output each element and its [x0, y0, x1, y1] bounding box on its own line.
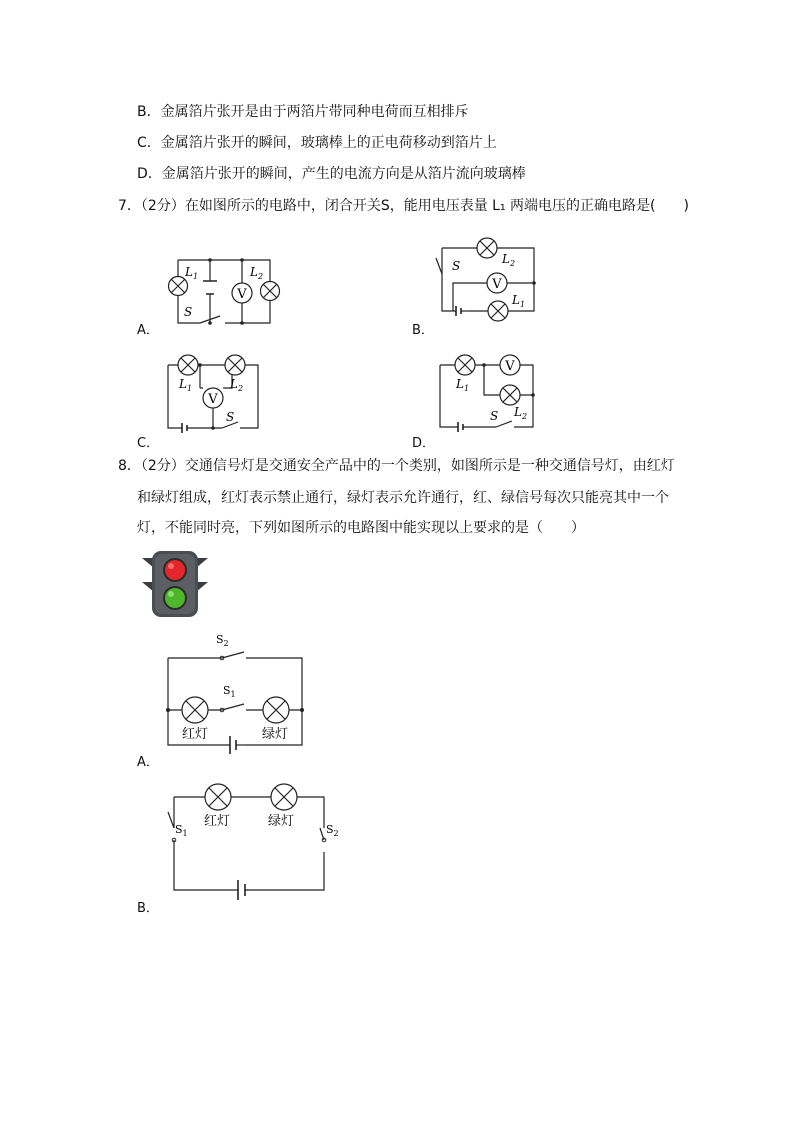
- svg-text:V: V: [208, 392, 218, 407]
- q7-circuit-a: [160, 248, 300, 348]
- q7-option-b-label: B．: [412, 323, 434, 338]
- svg-text:S: S: [226, 410, 235, 424]
- q6-option-c: C．金属箔片张开的瞬间，玻璃棒上的正电荷移动到箔片上: [137, 135, 497, 151]
- svg-text:S1: $S_1$: [175, 823, 188, 838]
- svg-text:L2: $L_2$: [514, 405, 528, 421]
- svg-text:L1: $L_1$: [512, 293, 526, 309]
- svg-text:S: S: [490, 409, 499, 423]
- q7-option-d-label: D．: [412, 436, 436, 451]
- q7-circuit-b: [430, 236, 570, 326]
- q7-circuit-d: [430, 350, 570, 440]
- red-light-label: 红灯: [182, 727, 209, 742]
- q7-stem: 7．（2分）在如图所示的电路中，闭合开关S，能用电压表量 L₁ 两端电压的正确电路是( ): [118, 198, 689, 214]
- q8-stem-line3: 灯，不能同时亮，下列如图所示的电路图中能实现以上要求的是（ ）: [137, 520, 585, 536]
- svg-text:S2: $S_2$: [216, 633, 229, 648]
- svg-text:L1: $L_1$: [179, 377, 193, 393]
- q7-option-a-label: A．: [137, 323, 159, 338]
- svg-text:红灯: 红灯: [204, 814, 231, 829]
- q8-stem-line1: 8．（2分）交通信号灯是交通安全产品中的一个类别，如图所示是一种交通信号灯，由红灯: [118, 458, 675, 474]
- svg-text:V: V: [505, 359, 515, 374]
- svg-text:S1: $S_1$: [223, 684, 236, 699]
- svg-text:S2: $S_2$: [326, 823, 339, 838]
- svg-text:L1: $L_1$: [456, 377, 470, 393]
- svg-text:绿灯: 绿灯: [268, 814, 295, 829]
- svg-text:L2: $L_2$: [502, 252, 516, 268]
- svg-text:L2: $L_2$: [230, 377, 244, 393]
- svg-text:L2: $L_2$: [250, 265, 264, 281]
- q8-circuit-a: [160, 630, 310, 760]
- q8-circuit-b: [160, 780, 339, 900]
- traffic-light-image: [140, 548, 210, 620]
- svg-text:V: V: [492, 277, 502, 292]
- svg-text:S: S: [452, 259, 461, 273]
- svg-text:L1: $L_1$: [185, 265, 199, 281]
- voltmeter-a-symbol: V: [237, 287, 247, 302]
- q7-circuit-c: [160, 350, 300, 440]
- q6-option-d: D．金属箔片张开的瞬间，产生的电流方向是从箔片流向玻璃棒: [137, 166, 526, 182]
- svg-text:S: S: [184, 305, 193, 319]
- green-light-label: 绿灯: [262, 727, 289, 742]
- q6-option-b: B．金属箔片张开是由于两箔片带同种电荷而互相排斥: [137, 104, 469, 120]
- q7-option-c-label: C．: [137, 436, 160, 451]
- q8-stem-line2: 和绿灯组成，红灯表示禁止通行，绿灯表示允许通行，红、绿信号每次只能亮其中一个: [137, 490, 669, 506]
- q8-option-a-label: A．: [137, 755, 159, 770]
- q8-option-b-label: B．: [137, 901, 159, 916]
